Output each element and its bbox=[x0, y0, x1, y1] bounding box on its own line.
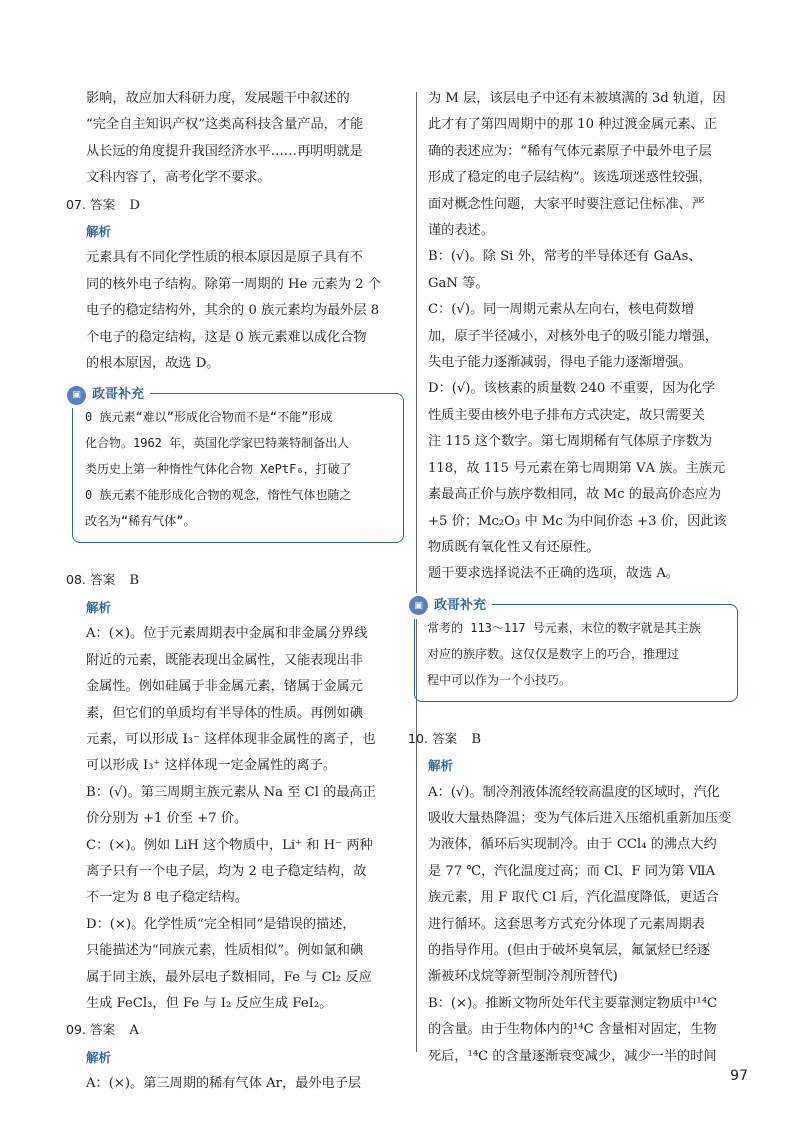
note-line: 对应的族序数。这仅仅是数字上的巧合，推理过 bbox=[427, 646, 680, 661]
text-line: 不一定为 8 电子稳定结构。 bbox=[86, 890, 248, 906]
note-line: 类历史上第一种惰性气体化合物 XePtF₆，打破了 bbox=[85, 462, 352, 477]
text-line: 可以形成 I₃⁺ 这样体现一定金属性的离子。 bbox=[86, 758, 337, 774]
supplement-note-box bbox=[414, 597, 738, 702]
text-line: 的指导作用。(但由于破坏臭氧层，氟氯烃已经逐 bbox=[428, 942, 711, 958]
text-line: 是 77 ℃，汽化温度过高；而 Cl、F 同为第 ⅦA bbox=[428, 863, 716, 879]
right-column bbox=[408, 86, 738, 1070]
text-line: B：(×)。推断文物所处年代主要靠测定物质中¹⁴C bbox=[428, 995, 718, 1011]
note-line: 0 族元素“难以”形成化合物而不是“不能”形成 bbox=[85, 410, 333, 425]
question-number: 08. bbox=[66, 572, 86, 588]
note-title: 政哥补充 bbox=[434, 597, 487, 613]
text-line: A：(√)。制冷剂液体流经较高温度的区域时，汽化 bbox=[428, 784, 720, 800]
text-line: D：(×)。化学性质“完全相同”是错误的描述， bbox=[86, 916, 356, 932]
text-line: 元素，可以形成 I₃⁻ 这样体现非金属性的离子，也 bbox=[86, 731, 376, 747]
text-line: 注 115 这个数字。第七周期稀有气体原子序数为 bbox=[428, 434, 713, 450]
question-10-heading bbox=[408, 726, 738, 753]
note-badge bbox=[67, 382, 150, 408]
text-line: 离子只有一个电子层，均为 2 电子稳定结构，故 bbox=[86, 863, 367, 879]
text-line: 金属性。例如硅属于非金属元素，锗属于金属元 bbox=[86, 679, 363, 695]
column-divider bbox=[416, 92, 417, 1052]
text-line: 生成 FeCl₃，但 Fe 与 I₂ 反应生成 FeI₂。 bbox=[86, 995, 333, 1011]
text-line: A：(×)。位于元素周期表中金属和非金属分界线 bbox=[86, 626, 368, 642]
note-line: 改名为“稀有气体”。 bbox=[85, 514, 196, 529]
note-line: 程中可以作为一个小技巧。 bbox=[427, 672, 572, 687]
answer-value: B bbox=[129, 573, 140, 589]
text-line: 为 M 层，该层电子中还有未被填满的 3d 轨道，因 bbox=[428, 91, 726, 106]
text-line: +5 价；Mc₂O₃ 中 Mc 为中间价态 +3 价，因此该 bbox=[428, 513, 727, 529]
text-line: 118，故 115 号元素在第七周期第 ⅤA 族。主族元 bbox=[428, 460, 726, 476]
question-number: 07. bbox=[66, 196, 86, 212]
text-line: 为液体，循环后实现制冷。由于 CCl₄ 的沸点大约 bbox=[428, 837, 717, 853]
monitor-icon: ▣ bbox=[409, 596, 428, 615]
monitor-icon: ▣ bbox=[67, 386, 86, 405]
question-08-heading bbox=[66, 567, 404, 594]
answer-label: 答案 bbox=[432, 730, 458, 746]
text-line: 进行循环。这套思考方式充分体现了元素周期表 bbox=[428, 916, 705, 932]
text-line: 面对概念性问题，大家平时要注意记住标准、严 bbox=[428, 196, 705, 212]
text-line: 元素具有不同化学性质的根本原因是原子具有不 bbox=[86, 250, 363, 266]
text-line: 题干要求选择说法不正确的选项，故选 A。 bbox=[428, 566, 680, 582]
answer-label: 答案 bbox=[90, 1022, 116, 1038]
text-line: GaN 等。 bbox=[428, 275, 489, 291]
answer-value: B bbox=[471, 731, 482, 747]
text-line: 性质主要由核外电子排布方式决定，故只需要关 bbox=[428, 407, 705, 423]
analysis-label: 解析 bbox=[86, 599, 112, 615]
page-number: 97 bbox=[730, 1068, 748, 1084]
text-line: 素，但它们的单质均有半导体的性质。再例如碘 bbox=[86, 705, 363, 721]
text-line: C：(×)。例如 LiH 这个物质中，Li⁺ 和 H⁻ 两种 bbox=[86, 837, 373, 853]
answer-label: 答案 bbox=[90, 572, 116, 588]
left-column bbox=[66, 86, 404, 1098]
question-09-heading bbox=[66, 1017, 404, 1044]
text-line: B：(√)。除 Si 外，常考的半导体还有 GaAs、 bbox=[428, 249, 702, 265]
text-line: C：(√)。同一周期元素从左向右，核电荷数增 bbox=[428, 302, 695, 318]
note-line: 化合物。1962 年，英国化学家巴特莱特制备出人 bbox=[85, 436, 350, 451]
text-line: 属于同主族，最外层电子数相同，Fe 与 Cl₂ 反应 bbox=[86, 969, 372, 985]
text-line: 只能描述为“同族元素，性质相似”。例如氯和碘 bbox=[86, 943, 364, 959]
text-line: 吸收大量热降温；变为气体后进入压缩机重新加压变 bbox=[428, 810, 732, 826]
text-line: 失电子能力逐渐减弱，得电子能力逐渐增强。 bbox=[428, 355, 692, 371]
left-intro-line: 从长远的角度提升我国经济水平……再明明就是 bbox=[86, 143, 363, 159]
left-intro-line: “完全自主知识产权”这类高科技含量产品，才能 bbox=[86, 117, 364, 133]
text-line: 形成了稳定的电子层结构”。该选项迷惑性较强， bbox=[428, 170, 712, 186]
text-line: 的根本原因，故选 D。 bbox=[86, 356, 220, 372]
text-line: D：(√)。该核素的质量数 240 不重要，因为化学 bbox=[428, 381, 716, 397]
answer-value: D bbox=[129, 197, 140, 213]
note-badge bbox=[409, 593, 492, 619]
text-line: 族元素，用 F 取代 Cl 后，汽化温度降低，更适合 bbox=[428, 890, 719, 906]
answer-value: A bbox=[129, 1023, 139, 1039]
text-line: 渐被环戊烷等新型制冷剂所替代) bbox=[428, 969, 618, 985]
question-07-heading bbox=[66, 192, 404, 219]
text-line: B：(√)。第三周期主族元素从 Na 至 Cl 的最高正 bbox=[86, 784, 376, 800]
text-line: 物质既有氧化性又有还原性。 bbox=[428, 539, 600, 555]
text-line: 素最高正价与族序数相同，故 Mc 的最高价态应为 bbox=[428, 487, 722, 503]
left-intro-line: 影响，故应加大科研力度，发展题干中叙述的 bbox=[86, 91, 350, 106]
text-line: 同的核外电子结构。除第一周期的 He 元素为 2 个 bbox=[86, 276, 382, 292]
left-intro-line: 文科内容了，高考化学不要求。 bbox=[86, 170, 271, 186]
text-line: 此才有了第四周期中的那 10 种过渡金属元素、正 bbox=[428, 117, 717, 133]
question-number: 09. bbox=[66, 1022, 86, 1038]
note-title: 政哥补充 bbox=[92, 387, 145, 403]
text-line: 个电子的稳定结构，这是 0 族元素难以成化合物 bbox=[86, 329, 367, 345]
analysis-label: 解析 bbox=[86, 224, 112, 240]
text-line: A：(×)。第三周期的稀有气体 Ar，最外电子层 bbox=[86, 1076, 362, 1092]
text-line: 电子的稳定结构外，其余的 0 族元素均为最外层 8 bbox=[86, 303, 380, 319]
analysis-label: 解析 bbox=[428, 758, 454, 774]
text-line: 谨的表述。 bbox=[428, 223, 494, 239]
supplement-note-box bbox=[72, 387, 404, 543]
analysis-label: 解析 bbox=[86, 1049, 112, 1065]
text-line: 死后，¹⁴C 的含量逐渐衰变减少，减少一半的时间 bbox=[428, 1048, 717, 1064]
note-line: 常考的 113～117 号元素，末位的数字就是其主族 bbox=[427, 620, 701, 635]
text-line: 价分别为 +1 价至 +7 价。 bbox=[86, 811, 248, 827]
text-line: 的含量。由于生物体内的¹⁴C 含量相对固定，生物 bbox=[428, 1022, 717, 1038]
answer-label: 答案 bbox=[90, 196, 116, 212]
note-line: 0 族元素不能形成化合物的观念，惰性气体也随之 bbox=[85, 488, 352, 503]
text-line: 加，原子半径减小，对核外电子的吸引能力增强， bbox=[428, 328, 719, 344]
question-number: 10. bbox=[408, 730, 428, 746]
text-line: 确的表述应为：“稀有气体元素原子中最外电子层 bbox=[428, 143, 712, 159]
text-line: 附近的元素，既能表现出金属性，又能表现出非 bbox=[86, 652, 363, 668]
